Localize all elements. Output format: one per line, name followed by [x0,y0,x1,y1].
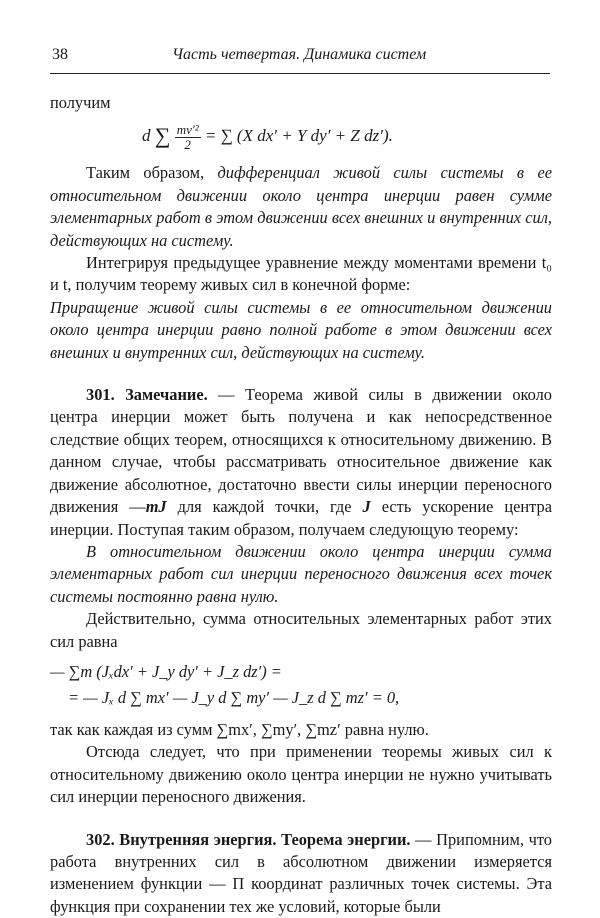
s301-text-c: есть ускорение центра инерции. Поступая таким образом, получаем следующую теорему: [50,497,552,539]
section-gap-2 [50,809,552,829]
section-301 [50,384,552,541]
paragraph-conclusion: Отсюда следует, что при применении теоремы живых сил к относительному движению около центра инерции не нужно учитывать сил инерции переносного движения. [50,742,552,807]
page-number: 38 [52,46,68,63]
s301-text-b: для каждой точки, где [166,497,363,517]
equation-3: = — Jₓ d ∑ mx′ — J_y d ∑ my′ — J_z d ∑ mz′ = 0, [68,687,400,707]
section-301-theorem: В относительном движении около центра инерции сумма элементарных работ сил инерции переносного движения всех точек системы постоянно равна нулю. [50,541,552,606]
section-gap [50,364,552,384]
paragraph-sums-zero: так как каждая из сумм ∑mx′, ∑my′, ∑mz′ равна нулю. [50,719,429,739]
fraction-numerator: mv′² [176,122,199,137]
equation-2: — ∑m (Jₓdx′ + J_y dy′ + J_z dz′) = [50,661,282,681]
paragraph-theorem-2: Приращение живой силы системы в ее относительном движении около центра инерции равно полной работе в этом движении всех внешних и внутренних сил, действующих на систему. [50,297,552,362]
p2-lead: Таким образом, [86,163,218,183]
paragraph-theorem-1 [50,162,552,252]
equation-1 [142,118,552,154]
s301-mJ: mJ [145,497,167,517]
page-body [50,92,552,918]
paragraph-integration: Интегрируя предыдущее уравнение между моментами времени t₀ и t, получим теорему живых сил в конечной форме: [50,253,552,295]
paragraph-intro: получим [50,93,111,112]
s301-text-a: — Теорема живой силы в движении около центра инерции может быть получена и как непосредственное следствие общих теорем, относящихся к относительному движению. В данном случае, чтобы рассматривать относительное движение как движение абсолютное, достаточно ввести силы инерции переносного движения — [50,385,552,517]
fraction-denominator: 2 [184,137,191,152]
page-header [52,44,550,68]
header-rule [50,73,550,74]
eq1-d: d [142,126,151,146]
section-302-heading: 302. Внутренняя энергия. Теорема энергии. [86,829,411,849]
eq1-rhs: = ∑ (X dx′ + Y dy′ + Z dz′). [204,126,393,146]
s301-J: J [362,497,371,517]
s302-text: — Припомним, что работа внутренних сил в абсолютном движении измеряется изменением функции — П координат различных точек системы. Эта функция при сохранении тех же условий, которые были [50,829,552,916]
sum-symbol: ∑ [154,123,171,149]
section-301-heading: 301. Замечание. [86,385,208,405]
paragraph-indeed: Действительно, сумма относительных элементарных работ этих сил равна [50,609,552,651]
p2-italic: дифференциал живой силы системы в ее относительном движении около центра инерции равен сумме элементарных работ в этом движении всех внешних и внутренних сил, действующих на систему. [50,163,552,250]
section-302 [50,829,552,918]
fraction [175,123,201,152]
running-title: Часть четвертая. Динамика систем [172,46,427,63]
